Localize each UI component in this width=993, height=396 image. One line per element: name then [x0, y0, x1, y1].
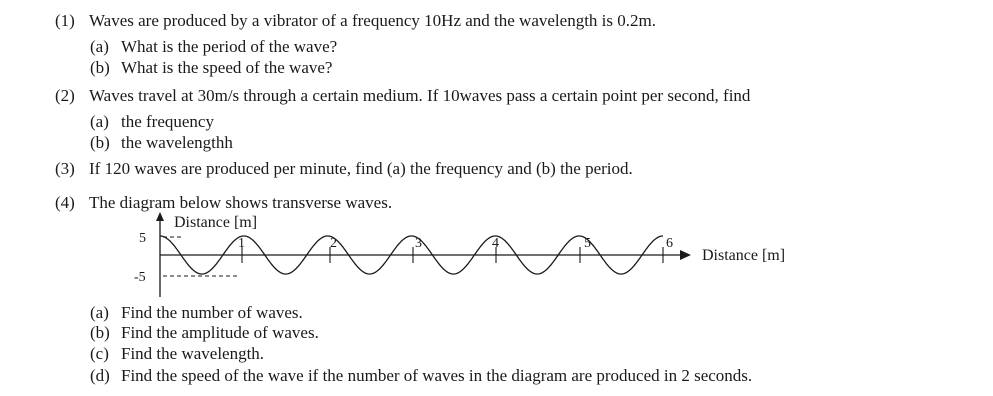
x-tick-label: 5 — [584, 236, 591, 251]
part-label: (a) — [90, 303, 109, 322]
question-number: (2) — [55, 86, 75, 105]
x-axis-label: Distance [m] — [702, 247, 786, 264]
question-number: (3) — [55, 159, 75, 178]
part-text: Find the amplitude of waves. — [121, 323, 319, 342]
question-text: If 120 waves are produced per minute, find (a) the frequency and (b) the period. — [89, 159, 633, 178]
part-label: (b) — [90, 58, 110, 77]
part-text: What is the period of the wave? — [121, 37, 338, 56]
part-label: (a) — [90, 37, 109, 56]
part-label: (b) — [90, 133, 110, 152]
part-label: (b) — [90, 323, 110, 342]
question-number: (4) — [55, 193, 75, 212]
question-text: Waves are produced by a vibrator of a frequency 10Hz and the wavelength is 0.2m. — [89, 11, 656, 30]
part-text: the wavelengthh — [121, 133, 233, 152]
part-text: Find the number of waves. — [121, 303, 303, 322]
part-text: Find the speed of the wave if the number of waves in the diagram are produced in 2 seconds. — [121, 366, 753, 385]
x-tick-label: 2 — [330, 236, 337, 251]
part-label: (d) — [90, 366, 110, 385]
y-axis-label: Distance [m] — [174, 214, 258, 231]
y-tick-label-bottom: -5 — [134, 270, 146, 285]
x-tick-label: 6 — [666, 236, 673, 251]
part-label: (a) — [90, 112, 109, 131]
x-tick-label: 1 — [238, 236, 245, 251]
y-tick-label-top: 5 — [139, 231, 146, 246]
part-text: the frequency — [121, 112, 214, 131]
x-axis-arrow — [680, 250, 691, 260]
part-text: What is the speed of the wave? — [121, 58, 333, 77]
x-tick-label: 4 — [492, 236, 499, 251]
x-tick-label: 3 — [415, 236, 422, 251]
question-text: The diagram below shows transverse waves. — [89, 193, 393, 212]
part-text: Find the wavelength. — [121, 344, 265, 363]
y-axis-arrow — [156, 212, 164, 221]
part-label: (c) — [90, 344, 109, 363]
question-text: Waves travel at 30m/s through a certain medium. If 10waves pass a certain point per second, find — [89, 86, 751, 105]
question-number: (1) — [55, 11, 75, 30]
